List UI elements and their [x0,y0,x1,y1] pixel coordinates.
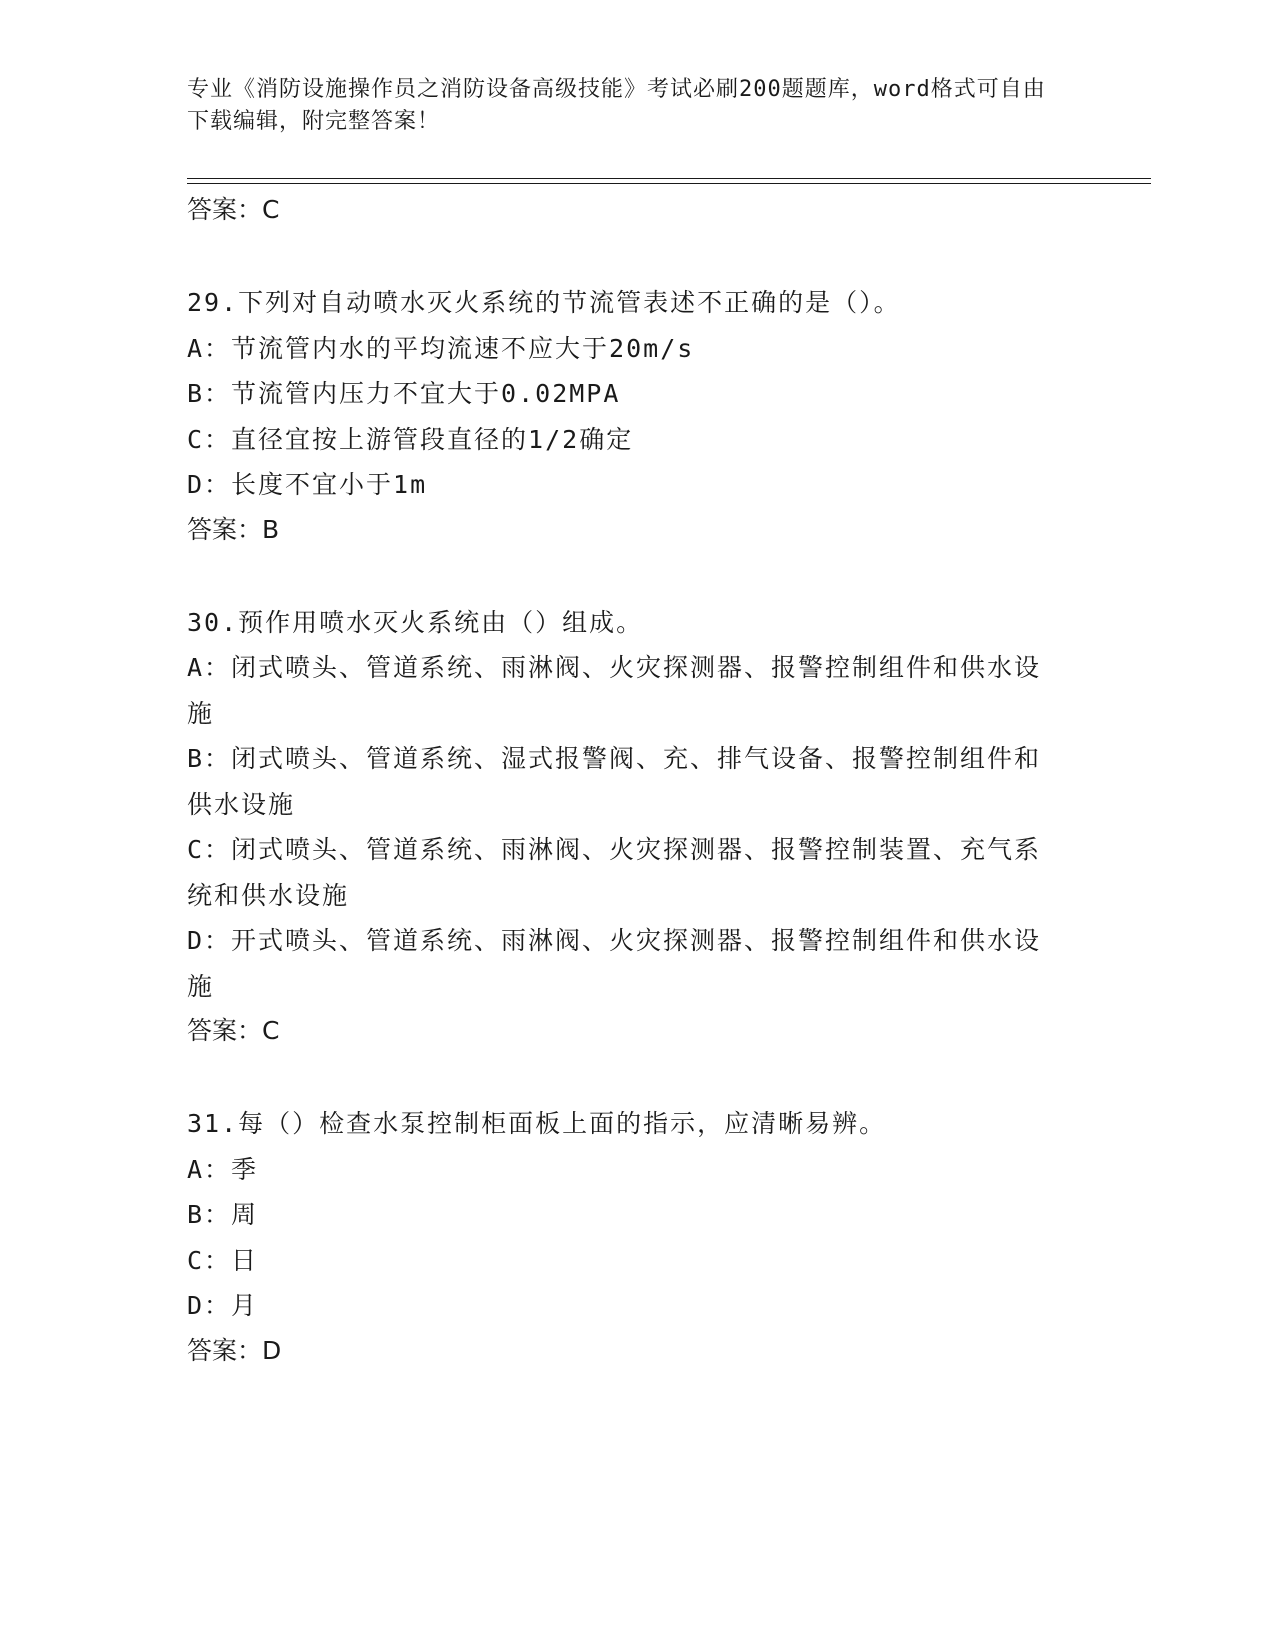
question-stem: 29.下列对自动喷水灭火系统的节流管表述不正确的是（）。 [187,288,901,317]
option-d: D：长度不宜小于1m [187,470,428,499]
question-list [187,188,1067,1373]
option-b: B：闭式喷头、管道系统、湿式报警阀、充、排气设备、报警控制组件和供水设施 [187,744,1042,819]
spacer [187,552,1067,600]
option-d: D：月 [187,1291,259,1320]
answer: 答案：C [187,1016,280,1045]
option-c: C：直径宜按上游管段直径的1/2确定 [187,424,634,454]
spacer [187,232,1067,280]
answer: 答案：B [187,514,280,544]
option-d: D：开式喷头、管道系统、雨淋阀、火灾探测器、报警控制组件和供水设施 [187,926,1042,1001]
option-a: A：节流管内水的平均流速不应大于20m/s [187,333,695,363]
question-stem: 30.预作用喷水灭火系统由（）组成。 [187,607,644,637]
spacer [187,1053,1067,1101]
question-29 [187,280,1067,552]
option-a: A：闭式喷头、管道系统、雨淋阀、火灾探测器、报警控制组件和供水设施 [187,653,1042,728]
question-31 [187,1101,1067,1373]
question-30 [187,600,1067,1054]
option-b: B：周 [187,1200,259,1229]
header-rule-bottom [187,183,1151,184]
option-c: C：闭式喷头、管道系统、雨淋阀、火灾探测器、报警控制装置、充气系统和供水设施 [187,835,1042,910]
option-b: B：节流管内压力不宜大于0.02MPA [187,379,621,408]
option-c: C：日 [187,1245,259,1275]
option-a: A：季 [187,1154,259,1184]
header-note: 专业《消防设施操作员之消防设备高级技能》考试必刷200题题库，word格式可自由下载编辑，附完整答案！ [187,77,1046,134]
header-rule-top [187,178,1151,179]
answer: 答案：D [187,1335,282,1365]
previous-answer: 答案：C [187,195,280,224]
question-stem: 31.每（）检查水泵控制柜面板上面的指示，应清晰易辨。 [187,1109,887,1138]
